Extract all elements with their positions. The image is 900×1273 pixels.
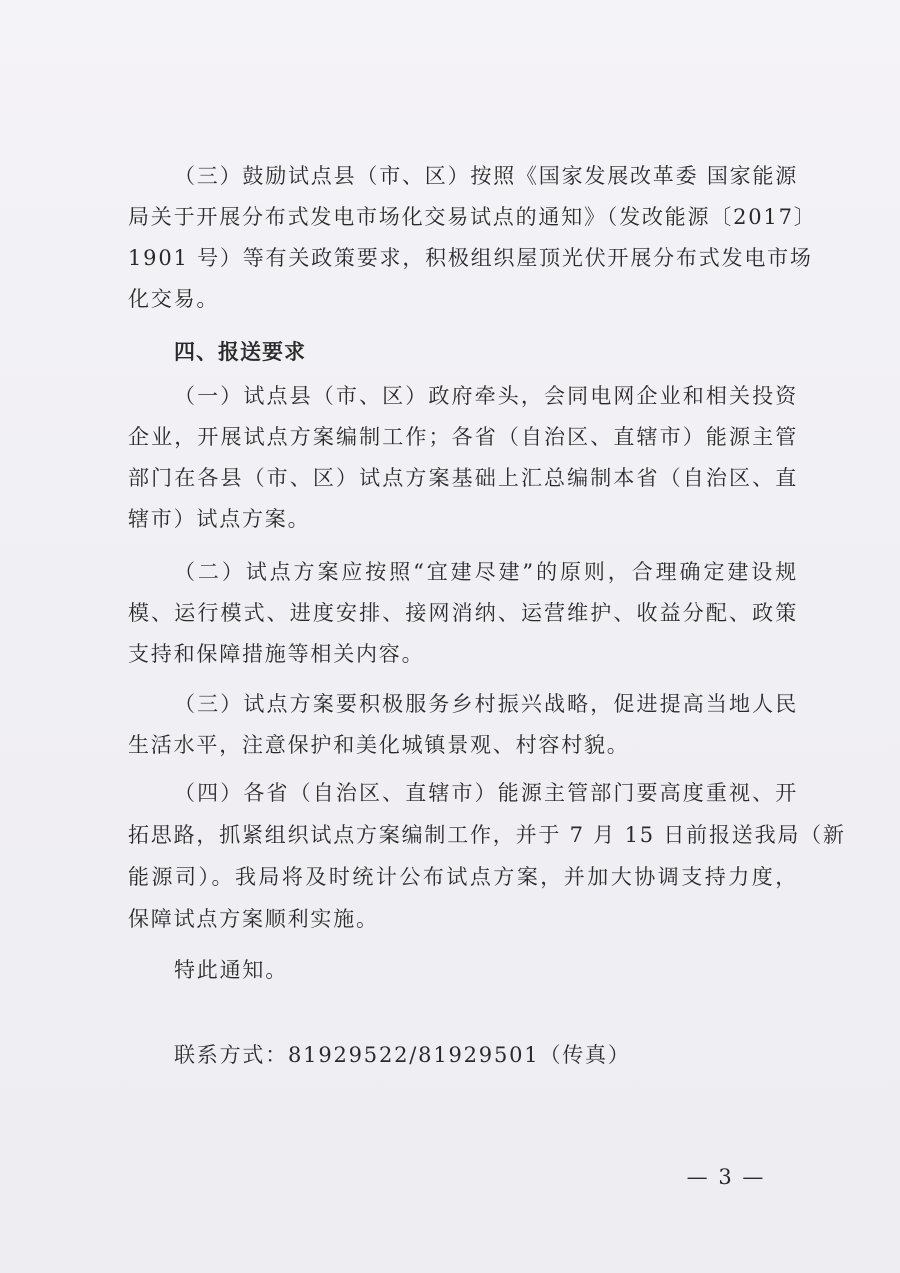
contact-line: 联系方式：81929522/81929501（传真） xyxy=(174,1043,631,1067)
item-3-line-1: （三）试点方案要积极服务乡村振兴战略，促进提高当地人民 xyxy=(174,692,798,716)
item-1-line-4: 辖市）试点方案。 xyxy=(128,507,311,531)
item-4-line-3: 能源司）。我局将及时统计公布试点方案，并加大协调支持力度， xyxy=(128,865,798,889)
item-4-line-1: （四）各省（自治区、直辖市）能源主管部门要高度重视、开 xyxy=(174,781,798,805)
item-4-line-2: 拓思路，抓紧组织试点方案编制工作，并于 7 月 15 日前报送我局（新 xyxy=(128,823,846,847)
paragraph-3-line-4: 化交易。 xyxy=(128,287,220,311)
item-1-line-3: 部门在各县（市、区）试点方案基础上汇总编制本省（自治区、直 xyxy=(128,466,798,490)
closing-line: 特此通知。 xyxy=(174,958,288,982)
page-number: — 3 — xyxy=(686,1165,766,1189)
item-4-line-4: 保障试点方案顺利实施。 xyxy=(128,907,379,931)
item-2-line-3: 支持和保障措施等相关内容。 xyxy=(128,642,425,666)
paragraph-3-line-1: （三）鼓励试点县（市、区）按照《国家发展改革委 国家能源 xyxy=(174,164,799,188)
item-2-line-1: （二）试点方案应按照“宜建尽建”的原则，合理确定建设规 xyxy=(174,560,798,584)
item-1-line-2: 企业，开展试点方案编制工作；各省（自治区、直辖市）能源主管 xyxy=(128,425,798,449)
item-3-line-2: 生活水平，注意保护和美化城镇景观、村容村貌。 xyxy=(128,733,630,757)
item-2-line-2: 模、运行模式、进度安排、接网消纳、运营维护、收益分配、政策 xyxy=(128,601,798,625)
paragraph-3-line-2: 局关于开展分布式发电市场化交易试点的通知》（发改能源〔2017〕 xyxy=(128,205,817,229)
item-1-line-1: （一）试点县（市、区）政府牵头，会同电网企业和相关投资 xyxy=(174,384,798,408)
section-heading-4: 四、报送要求 xyxy=(174,340,306,364)
paragraph-3-line-3: 1901 号）等有关政策要求，积极组织屋顶光伏开展分布式发电市场 xyxy=(128,246,813,270)
